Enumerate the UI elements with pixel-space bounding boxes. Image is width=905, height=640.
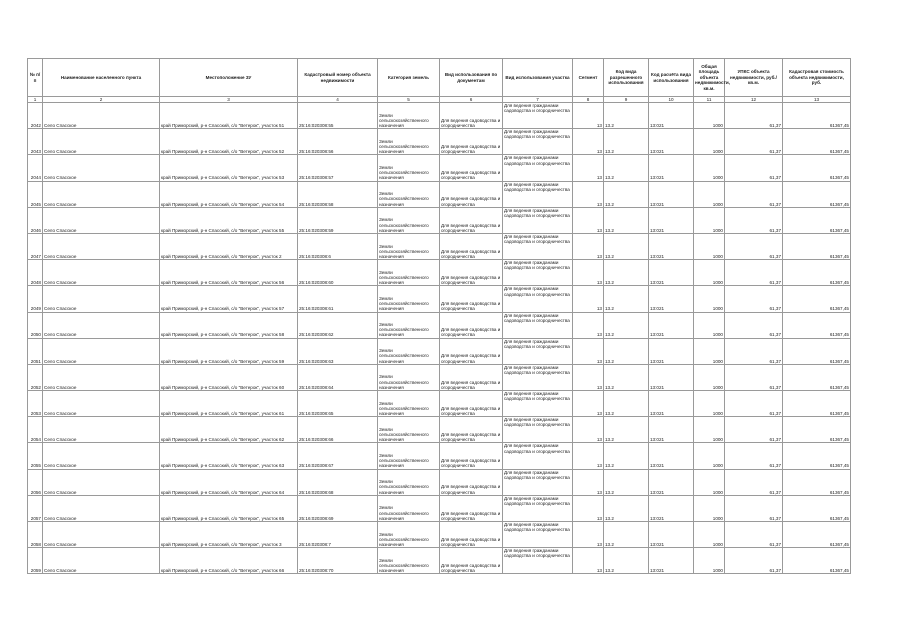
settlement-cell: Село Спасское	[43, 207, 160, 233]
plot-use-cell: Для ведения гражданами садоводства и огородничества	[503, 469, 573, 495]
land-category-cell: Земли сельскохозяйственного назначения	[378, 207, 440, 233]
table-row	[28, 443, 851, 469]
row-number: 2056	[28, 469, 43, 495]
settlement-cell: Село Спасское	[43, 443, 160, 469]
location-cell: край Приморский, р-н Спасский, с/о "Ветерок", участок 2	[160, 233, 298, 259]
cadastral-number-cell: 25:16:020308:70	[298, 548, 378, 574]
land-category-cell: Земли сельскохозяйственного назначения	[378, 129, 440, 155]
settlement-cell: Село Спасское	[43, 286, 160, 312]
header-plot-use: Вид использования участка	[503, 59, 573, 97]
area-cell: 1000	[694, 286, 725, 312]
col-number: 1	[28, 97, 43, 103]
calc-code-cell: 13:021	[649, 469, 694, 495]
cadastral-value-cell: 61367,45	[783, 260, 851, 286]
location-cell: край Приморский, р-н Спасский, с/о "Ветерок", участок 57	[160, 286, 298, 312]
table-row	[28, 260, 851, 286]
table-row	[28, 312, 851, 338]
doc-use-cell: Для ведения садоводства и огородничества	[440, 548, 503, 574]
location-cell: край Приморский, р-н Спасский, с/о "Ветерок", участок 62	[160, 417, 298, 443]
allowed-use-code-cell: 13.2	[604, 338, 649, 364]
segment-cell: 13	[573, 338, 604, 364]
cadastral-number-cell: 25:16:020308:65	[298, 391, 378, 417]
row-number: 2058	[28, 522, 43, 548]
cadastral-value-cell: 61367,45	[783, 338, 851, 364]
area-cell: 1000	[694, 338, 725, 364]
cadastral-number-cell: 25:16:020308:57	[298, 155, 378, 181]
row-number: 2044	[28, 155, 43, 181]
segment-cell: 13	[573, 469, 604, 495]
upks-cell: 61,37	[725, 548, 783, 574]
location-cell: край Приморский, р-н Спасский, с/о "Ветерок", участок 66	[160, 548, 298, 574]
plot-use-cell: Для ведения гражданами садоводства и огородничества	[503, 312, 573, 338]
plot-use-cell: Для ведения гражданами садоводства и огородничества	[503, 207, 573, 233]
upks-cell: 61,37	[725, 495, 783, 521]
settlement-cell: Село Спасское	[43, 417, 160, 443]
cadastral-value-cell: 61367,45	[783, 286, 851, 312]
cadastral-number-cell: 25:16:020308:61	[298, 286, 378, 312]
upks-cell: 61,37	[725, 260, 783, 286]
cadastral-number-cell: 25:16:020308:64	[298, 364, 378, 390]
table-row	[28, 338, 851, 364]
area-cell: 1000	[694, 443, 725, 469]
upks-cell: 61,37	[725, 233, 783, 259]
plot-use-cell: Для ведения гражданами садоводства и огородничества	[503, 286, 573, 312]
col-number: 6	[440, 97, 503, 103]
location-cell: край Приморский, р-н Спасский, с/о "Ветерок", участок 3	[160, 522, 298, 548]
doc-use-cell: Для ведения садоводства и огородничества	[440, 417, 503, 443]
table-row	[28, 286, 851, 312]
header-land-category: Категория земель	[378, 59, 440, 97]
calc-code-cell: 13:021	[649, 522, 694, 548]
allowed-use-code-cell: 13.2	[604, 260, 649, 286]
table-row	[28, 207, 851, 233]
settlement-cell: Село Спасское	[43, 548, 160, 574]
land-category-cell: Земли сельскохозяйственного назначения	[378, 548, 440, 574]
area-cell: 1000	[694, 155, 725, 181]
table-row	[28, 495, 851, 521]
segment-cell: 13	[573, 522, 604, 548]
header-cadastral-value: Кадастровая стоимость объекта недвижимости, руб.	[783, 59, 851, 97]
calc-code-cell: 13:021	[649, 391, 694, 417]
settlement-cell: Село Спасское	[43, 522, 160, 548]
doc-use-cell: Для ведения садоводства и огородничества	[440, 233, 503, 259]
header-doc-use: Вид использования по документам	[440, 59, 503, 97]
location-cell: край Приморский, р-н Спасский, с/о "Ветерок", участок 65	[160, 495, 298, 521]
row-number: 2046	[28, 207, 43, 233]
upks-cell: 61,37	[725, 364, 783, 390]
calc-code-cell: 13:021	[649, 155, 694, 181]
row-number: 2045	[28, 181, 43, 207]
land-category-cell: Земли сельскохозяйственного назначения	[378, 260, 440, 286]
segment-cell: 13	[573, 181, 604, 207]
land-category-cell: Земли сельскохозяйственного назначения	[378, 155, 440, 181]
plot-use-cell: Для ведения гражданами садоводства и огородничества	[503, 522, 573, 548]
allowed-use-code-cell: 13.2	[604, 522, 649, 548]
location-cell: край Приморский, р-н Спасский, с/о "Ветерок", участок 64	[160, 469, 298, 495]
doc-use-cell: Для ведения садоводства и огородничества	[440, 469, 503, 495]
location-cell: край Приморский, р-н Спасский, с/о "Ветерок", участок 52	[160, 129, 298, 155]
land-category-cell: Земли сельскохозяйственного назначения	[378, 181, 440, 207]
land-category-cell: Земли сельскохозяйственного назначения	[378, 233, 440, 259]
location-cell: край Приморский, р-н Спасский, с/о "Ветерок", участок 59	[160, 338, 298, 364]
header-num: № п/п	[28, 59, 43, 97]
header-cadastral-number: Кадастровый номер объекта недвижимости	[298, 59, 378, 97]
header-row	[28, 59, 851, 97]
col-number: 3	[160, 97, 298, 103]
cadastral-number-cell: 25:16:020308:62	[298, 312, 378, 338]
cadastral-value-cell: 61367,45	[783, 495, 851, 521]
upks-cell: 61,37	[725, 469, 783, 495]
col-number: 8	[573, 97, 604, 103]
plot-use-cell: Для ведения гражданами садоводства и огородничества	[503, 181, 573, 207]
header-allowed-use-code: Код вида разрешенного использования	[604, 59, 649, 97]
calc-code-cell: 13:021	[649, 443, 694, 469]
upks-cell: 61,37	[725, 155, 783, 181]
doc-use-cell: Для ведения садоводства и огородничества	[440, 495, 503, 521]
doc-use-cell: Для ведения садоводства и огородничества	[440, 181, 503, 207]
cadastral-number-cell: 25:16:020308:67	[298, 443, 378, 469]
allowed-use-code-cell: 13.2	[604, 129, 649, 155]
cadastral-value-cell: 61367,45	[783, 103, 851, 129]
segment-cell: 13	[573, 443, 604, 469]
table-row	[28, 129, 851, 155]
location-cell: край Приморский, р-н Спасский, с/о "Ветерок", участок 63	[160, 443, 298, 469]
location-cell: край Приморский, р-н Спасский, с/о "Ветерок", участок 55	[160, 207, 298, 233]
upks-cell: 61,37	[725, 522, 783, 548]
segment-cell: 13	[573, 129, 604, 155]
cadastral-number-cell: 25:16:020308:69	[298, 495, 378, 521]
cadastral-number-cell: 25:16:020308:60	[298, 260, 378, 286]
segment-cell: 13	[573, 155, 604, 181]
plot-use-cell: Для ведения гражданами садоводства и огородничества	[503, 417, 573, 443]
doc-use-cell: Для ведения садоводства и огородничества	[440, 260, 503, 286]
location-cell: край Приморский, р-н Спасский, с/о "Ветерок", участок 60	[160, 364, 298, 390]
settlement-cell: Село Спасское	[43, 129, 160, 155]
doc-use-cell: Для ведения садоводства и огородничества	[440, 391, 503, 417]
doc-use-cell: Для ведения садоводства и огородничества	[440, 207, 503, 233]
allowed-use-code-cell: 13.2	[604, 181, 649, 207]
calc-code-cell: 13:021	[649, 103, 694, 129]
area-cell: 1000	[694, 364, 725, 390]
cadastral-value-cell: 61367,45	[783, 129, 851, 155]
land-category-cell: Земли сельскохозяйственного назначения	[378, 417, 440, 443]
table-row	[28, 155, 851, 181]
area-cell: 1000	[694, 312, 725, 338]
cadastral-value-cell: 61367,45	[783, 233, 851, 259]
calc-code-cell: 13:021	[649, 207, 694, 233]
upks-cell: 61,37	[725, 417, 783, 443]
land-category-cell: Земли сельскохозяйственного назначения	[378, 312, 440, 338]
table-row	[28, 364, 851, 390]
calc-code-cell: 13:021	[649, 548, 694, 574]
settlement-cell: Село Спасское	[43, 233, 160, 259]
upks-cell: 61,37	[725, 443, 783, 469]
row-number: 2053	[28, 391, 43, 417]
row-number: 2050	[28, 312, 43, 338]
land-category-cell: Земли сельскохозяйственного назначения	[378, 103, 440, 129]
plot-use-cell: Для ведения гражданами садоводства и огородничества	[503, 260, 573, 286]
location-cell: край Приморский, р-н Спасский, с/о "Ветерок", участок 61	[160, 391, 298, 417]
cadastral-value-cell: 61367,45	[783, 522, 851, 548]
cadastral-value-cell: 61367,45	[783, 417, 851, 443]
doc-use-cell: Для ведения садоводства и огородничества	[440, 522, 503, 548]
land-category-cell: Земли сельскохозяйственного назначения	[378, 391, 440, 417]
row-number: 2047	[28, 233, 43, 259]
allowed-use-code-cell: 13.2	[604, 469, 649, 495]
segment-cell: 13	[573, 103, 604, 129]
plot-use-cell: Для ведения гражданами садоводства и огородничества	[503, 155, 573, 181]
segment-cell: 13	[573, 548, 604, 574]
col-number: 4	[298, 97, 378, 103]
allowed-use-code-cell: 13.2	[604, 233, 649, 259]
segment-cell: 13	[573, 312, 604, 338]
doc-use-cell: Для ведения садоводства и огородничества	[440, 286, 503, 312]
row-number: 2059	[28, 548, 43, 574]
header-area: Общая площадь объекта недвижимости, кв.м.	[694, 59, 725, 97]
segment-cell: 13	[573, 207, 604, 233]
settlement-cell: Село Спасское	[43, 391, 160, 417]
cadastral-number-cell: 25:16:020308:58	[298, 181, 378, 207]
doc-use-cell: Для ведения садоводства и огородничества	[440, 155, 503, 181]
calc-code-cell: 13:021	[649, 260, 694, 286]
upks-cell: 61,37	[725, 391, 783, 417]
calc-code-cell: 13:021	[649, 129, 694, 155]
calc-code-cell: 13:021	[649, 312, 694, 338]
row-number: 2049	[28, 286, 43, 312]
land-category-cell: Земли сельскохозяйственного назначения	[378, 522, 440, 548]
row-number: 2051	[28, 338, 43, 364]
calc-code-cell: 13:021	[649, 233, 694, 259]
land-category-cell: Земли сельскохозяйственного назначения	[378, 338, 440, 364]
row-number: 2048	[28, 260, 43, 286]
location-cell: край Приморский, р-н Спасский, с/о "Ветерок", участок 54	[160, 181, 298, 207]
settlement-cell: Село Спасское	[43, 260, 160, 286]
settlement-cell: Село Спасское	[43, 364, 160, 390]
area-cell: 1000	[694, 129, 725, 155]
land-category-cell: Земли сельскохозяйственного назначения	[378, 364, 440, 390]
col-number: 2	[43, 97, 160, 103]
calc-code-cell: 13:021	[649, 495, 694, 521]
row-number: 2054	[28, 417, 43, 443]
cadastral-number-cell: 25:16:020308:59	[298, 207, 378, 233]
segment-cell: 13	[573, 260, 604, 286]
row-number: 2042	[28, 103, 43, 129]
location-cell: край Приморский, р-н Спасский, с/о "Ветерок", участок 56	[160, 260, 298, 286]
col-number: 11	[694, 97, 725, 103]
segment-cell: 13	[573, 391, 604, 417]
area-cell: 1000	[694, 495, 725, 521]
table-row	[28, 417, 851, 443]
table-row	[28, 522, 851, 548]
allowed-use-code-cell: 13.2	[604, 286, 649, 312]
cadastral-value-cell: 61367,45	[783, 391, 851, 417]
allowed-use-code-cell: 13.2	[604, 495, 649, 521]
calc-code-cell: 13:021	[649, 417, 694, 443]
allowed-use-code-cell: 13.2	[604, 364, 649, 390]
land-category-cell: Земли сельскохозяйственного назначения	[378, 286, 440, 312]
plot-use-cell: Для ведения гражданами садоводства и огородничества	[503, 495, 573, 521]
settlement-cell: Село Спасское	[43, 312, 160, 338]
allowed-use-code-cell: 13.2	[604, 155, 649, 181]
segment-cell: 13	[573, 417, 604, 443]
plot-use-cell: Для ведения гражданами садоводства и огородничества	[503, 233, 573, 259]
calc-code-cell: 13:021	[649, 364, 694, 390]
header-settlement: Наименование населенного пункта	[43, 59, 160, 97]
segment-cell: 13	[573, 364, 604, 390]
area-cell: 1000	[694, 548, 725, 574]
settlement-cell: Село Спасское	[43, 469, 160, 495]
location-cell: край Приморский, р-н Спасский, с/о "Ветерок", участок 51	[160, 103, 298, 129]
cadastral-value-cell: 61367,45	[783, 548, 851, 574]
upks-cell: 61,37	[725, 286, 783, 312]
plot-use-cell: Для ведения гражданами садоводства и огородничества	[503, 548, 573, 574]
plot-use-cell: Для ведения гражданами садоводства и огородничества	[503, 103, 573, 129]
header-calc-code: Код расчёта вида использования	[649, 59, 694, 97]
cadastral-number-cell: 25:16:020308:6	[298, 233, 378, 259]
land-category-cell: Земли сельскохозяйственного назначения	[378, 495, 440, 521]
plot-use-cell: Для ведения гражданами садоводства и огородничества	[503, 443, 573, 469]
upks-cell: 61,37	[725, 103, 783, 129]
cadastral-value-table	[27, 58, 851, 574]
doc-use-cell: Для ведения садоводства и огородничества	[440, 443, 503, 469]
area-cell: 1000	[694, 522, 725, 548]
allowed-use-code-cell: 13.2	[604, 207, 649, 233]
land-category-cell: Земли сельскохозяйственного назначения	[378, 443, 440, 469]
upks-cell: 61,37	[725, 207, 783, 233]
col-number: 12	[725, 97, 783, 103]
cadastral-value-cell: 61367,45	[783, 155, 851, 181]
area-cell: 1000	[694, 417, 725, 443]
table-row	[28, 469, 851, 495]
upks-cell: 61,37	[725, 129, 783, 155]
area-cell: 1000	[694, 260, 725, 286]
location-cell: край Приморский, р-н Спасский, с/о "Ветерок", участок 53	[160, 155, 298, 181]
col-number: 5	[378, 97, 440, 103]
allowed-use-code-cell: 13.2	[604, 312, 649, 338]
segment-cell: 13	[573, 233, 604, 259]
area-cell: 1000	[694, 181, 725, 207]
cadastral-number-cell: 25:16:020308:7	[298, 522, 378, 548]
row-number: 2057	[28, 495, 43, 521]
table-row	[28, 233, 851, 259]
calc-code-cell: 13:021	[649, 181, 694, 207]
doc-use-cell: Для ведения садоводства и огородничества	[440, 312, 503, 338]
calc-code-cell: 13:021	[649, 338, 694, 364]
header-segment: Сегмент	[573, 59, 604, 97]
cadastral-value-cell: 61367,45	[783, 443, 851, 469]
land-category-cell: Земли сельскохозяйственного назначения	[378, 469, 440, 495]
settlement-cell: Село Спасское	[43, 338, 160, 364]
row-number: 2052	[28, 364, 43, 390]
cadastral-number-cell: 25:16:020308:66	[298, 417, 378, 443]
settlement-cell: Село Спасское	[43, 155, 160, 181]
cadastral-value-cell: 61367,45	[783, 207, 851, 233]
area-cell: 1000	[694, 469, 725, 495]
cadastral-value-cell: 61367,45	[783, 469, 851, 495]
allowed-use-code-cell: 13.2	[604, 417, 649, 443]
table-row	[28, 391, 851, 417]
location-cell: край Приморский, р-н Спасский, с/о "Ветерок", участок 58	[160, 312, 298, 338]
allowed-use-code-cell: 13.2	[604, 103, 649, 129]
table-row	[28, 103, 851, 129]
cadastral-number-cell: 25:16:020308:55	[298, 103, 378, 129]
upks-cell: 61,37	[725, 338, 783, 364]
plot-use-cell: Для ведения гражданами садоводства и огородничества	[503, 129, 573, 155]
segment-cell: 13	[573, 495, 604, 521]
row-number: 2043	[28, 129, 43, 155]
cadastral-number-cell: 25:16:020308:63	[298, 338, 378, 364]
upks-cell: 61,37	[725, 312, 783, 338]
area-cell: 1000	[694, 233, 725, 259]
area-cell: 1000	[694, 103, 725, 129]
cadastral-value-cell: 61367,45	[783, 312, 851, 338]
cadastral-number-cell: 25:16:020308:68	[298, 469, 378, 495]
area-cell: 1000	[694, 391, 725, 417]
allowed-use-code-cell: 13.2	[604, 548, 649, 574]
header-upks: УПКС объекта недвижимости, руб./кв.м.	[725, 59, 783, 97]
settlement-cell: Село Спасское	[43, 181, 160, 207]
plot-use-cell: Для ведения гражданами садоводства и огородничества	[503, 338, 573, 364]
col-number: 9	[604, 97, 649, 103]
col-number: 7	[503, 97, 573, 103]
doc-use-cell: Для ведения садоводства и огородничества	[440, 103, 503, 129]
area-cell: 1000	[694, 207, 725, 233]
upks-cell: 61,37	[725, 181, 783, 207]
doc-use-cell: Для ведения садоводства и огородничества	[440, 129, 503, 155]
doc-use-cell: Для ведения садоводства и огородничества	[440, 364, 503, 390]
calc-code-cell: 13:021	[649, 286, 694, 312]
settlement-cell: Село Спасское	[43, 495, 160, 521]
table-row	[28, 181, 851, 207]
allowed-use-code-cell: 13.2	[604, 391, 649, 417]
plot-use-cell: Для ведения гражданами садоводства и огородничества	[503, 391, 573, 417]
cadastral-number-cell: 25:16:020308:56	[298, 129, 378, 155]
cadastral-value-cell: 61367,45	[783, 364, 851, 390]
col-number: 10	[649, 97, 694, 103]
header-location: Местоположение ЗУ	[160, 59, 298, 97]
col-number: 13	[783, 97, 851, 103]
cadastral-value-cell: 61367,45	[783, 181, 851, 207]
allowed-use-code-cell: 13.2	[604, 443, 649, 469]
plot-use-cell: Для ведения гражданами садоводства и огородничества	[503, 364, 573, 390]
table-row	[28, 548, 851, 574]
settlement-cell: Село Спасское	[43, 103, 160, 129]
doc-use-cell: Для ведения садоводства и огородничества	[440, 338, 503, 364]
segment-cell: 13	[573, 286, 604, 312]
row-number: 2055	[28, 443, 43, 469]
